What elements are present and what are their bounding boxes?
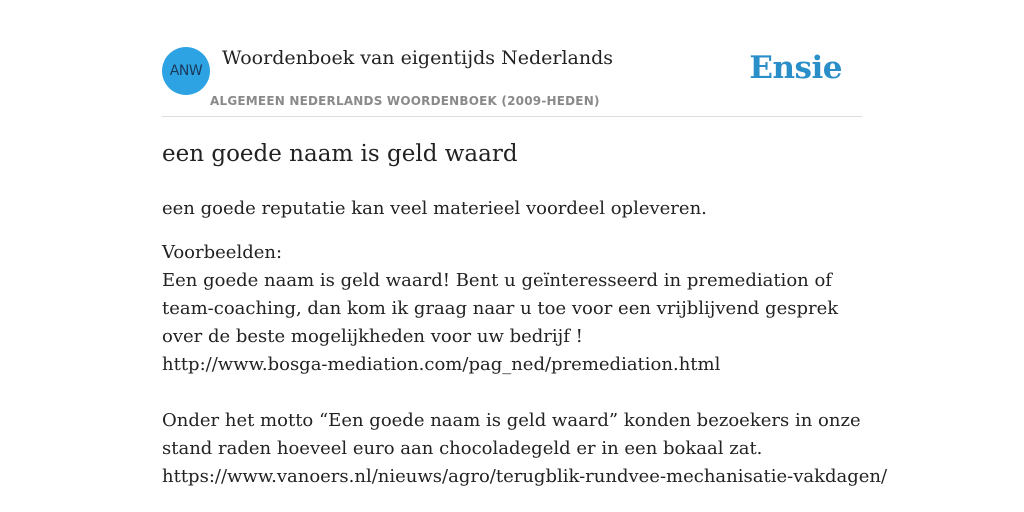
dictionary-title[interactable]: Woordenboek van eigentijds Nederlands <box>222 47 614 69</box>
anw-logo[interactable] <box>162 47 210 95</box>
dictionary-subtitle: ALGEMEEN NEDERLANDS WOORDENBOEK (2009-HEDEN) <box>210 94 600 108</box>
example-text: Onder het motto “Een goede naam is geld waard” konden bezoekers in onze stand raden hoeveel euro aan chocoladegeld er in een bokaal zat. <box>162 410 861 459</box>
example-source-link[interactable]: https://www.vanoers.nl/nieuws/agro/terugblik-rundvee-mechanisatie-vakdagen/ <box>162 466 888 487</box>
example-spacer <box>162 379 862 407</box>
dictionary-card <box>162 0 888 512</box>
example-source-link[interactable]: http://www.bosga-mediation.com/pag_ned/premediation.html <box>162 354 721 375</box>
entry-definition: een goede reputatie kan veel materieel voordeel opleveren. <box>162 198 707 219</box>
entry-examples <box>162 239 888 491</box>
ensie-brand-logo[interactable]: Ensie <box>749 50 842 86</box>
examples-label: Voorbeelden: <box>162 242 283 263</box>
entry-headword: een goede naam is geld waard <box>162 141 518 167</box>
dictionary-header <box>162 0 862 117</box>
example-text: Een goede naam is geld waard! Bent u geïnteresseerd in premediation of team-coaching, dan kom ik graag naar u toe voor een vrijblijvend gesprek over de beste mogelijkheden voor uw bedrijf ! <box>162 270 839 347</box>
anw-logo-text: ANW <box>169 63 203 79</box>
